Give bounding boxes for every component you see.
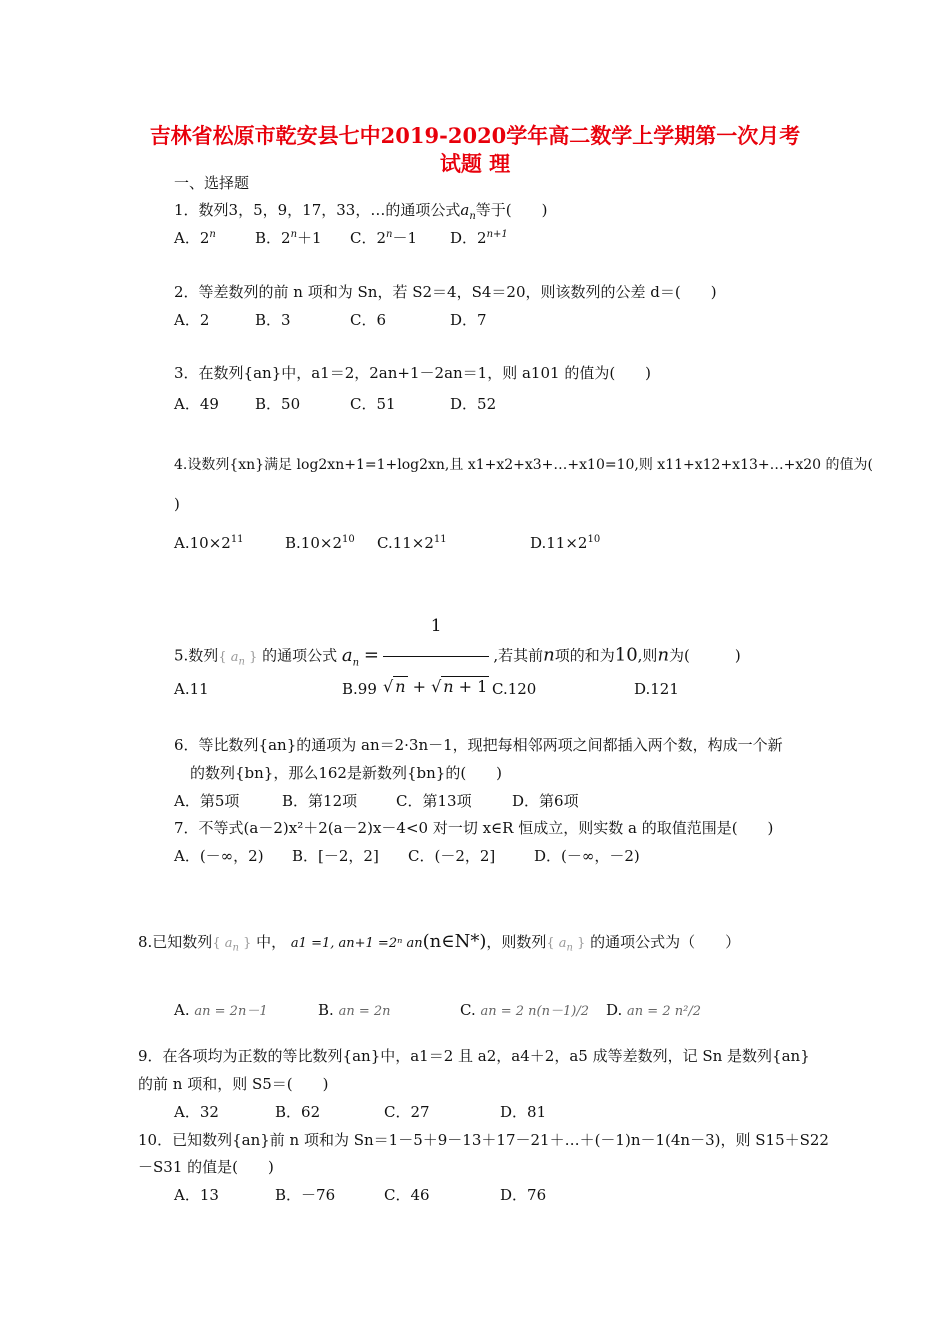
- q4-stem: 4.设数列{xn}满足 log2xn+1=1+log2xn,且 x1+x2+x3+…+x10=10,则 x11+x12+x13+…+x20 的值为(: [174, 457, 873, 473]
- q2-stem: 2．等差数列的前 n 项和为 Sn，若 S2＝4，S4＝20，则该数列的公差 d＝( ): [174, 283, 717, 301]
- q1-stem-b: 等于( ): [475, 201, 548, 219]
- q8-option-b: B. an = 2n: [318, 1001, 391, 1019]
- q8-zhong: 中，: [256, 933, 287, 951]
- q2-option-d: D．7: [450, 311, 487, 329]
- q5-sum-text: 项的和为: [554, 646, 615, 665]
- q1-stem-a: 1．数列3，5，9，17，33，…的通项公式: [174, 201, 461, 219]
- q8-option-a: A. an = 2n－1: [174, 1001, 268, 1019]
- q9-option-a: A．32: [174, 1103, 219, 1121]
- q3-option-a: A．49: [174, 395, 219, 413]
- q5-after: ,若其前: [493, 646, 544, 665]
- q1-option-c: C．$2^n-1$: [350, 229, 418, 247]
- q3-stem: 3．在数列{an}中，a1＝2，2an+1－2an＝1，则 a101 的值为( ): [174, 364, 652, 382]
- q4-stem-close: ): [174, 495, 180, 513]
- section-heading: 一、选择题: [174, 174, 250, 192]
- q9-option-b: B．62: [275, 1103, 321, 1121]
- q5-n2: n: [657, 644, 670, 666]
- q4-option-d: $D.11\times 2^{10}$: [530, 534, 601, 552]
- q5-mid: 的通项公式: [262, 646, 338, 665]
- q8-mid: ，则数列: [486, 933, 547, 951]
- q8-stem: [138, 932, 740, 954]
- q3-option-d: D．52: [450, 395, 497, 413]
- q10-option-a: A．13: [174, 1186, 219, 1204]
- q1-an: $a_n$: [460, 201, 476, 222]
- doc-title-line1: 吉林省松原市乾安县七中2019-2020学年高二数学上学期第一次月考: [149, 123, 801, 148]
- q10-stem-line2: －S31 的值是( ): [138, 1158, 274, 1176]
- q10-option-d: D．76: [500, 1186, 547, 1204]
- q4-option-c: $C.11\times 2^{11}$: [377, 534, 447, 552]
- q5-option-a: A.11: [174, 680, 209, 698]
- q6-stem-line1: 6．等比数列{an}的通项为 an＝2·3n－1，现把每相邻两项之间都插入两个数，构成一个新: [174, 736, 783, 754]
- q8-lead: 8.已知数列: [138, 933, 213, 951]
- q6-option-d: D．第6项: [512, 792, 579, 810]
- doc-title-line2: 试题 理: [439, 151, 511, 176]
- q1-option-d: D．$2^{n+1}$: [450, 229, 508, 247]
- q10-option-c: C．46: [384, 1186, 430, 1204]
- q10-stem-line1: 10．已知数列{an}前 n 项和为 Sn＝1－5＋9－13＋17－21＋…＋(－1)n－1(4n－3)，则 S15＋S22: [138, 1131, 829, 1149]
- q7-option-c: C．(－2，2]: [408, 847, 496, 865]
- q2-option-a: A．2: [174, 311, 210, 329]
- q5-then: ,则: [637, 646, 658, 665]
- q8-condition-domain: (n∈N*): [422, 931, 487, 952]
- q3-option-b: B．50: [255, 395, 301, 413]
- q2-option-c: C．6: [350, 311, 387, 329]
- q8-option-c: C. an = 2 n(n－1)/2: [460, 1001, 589, 1019]
- q1-stem: [174, 200, 547, 220]
- q6-option-c: C．第13项: [396, 792, 472, 810]
- q5-option-c: C.120: [492, 680, 537, 698]
- q7-option-d: D．(－∞，－2): [534, 847, 640, 865]
- q8-condition: a1 =1, an+1 =2ⁿ an: [290, 936, 423, 951]
- q9-stem-line2: 的前 n 项和，则 S5＝( ): [138, 1075, 329, 1093]
- q8-tail: 的通项公式为（ ）: [590, 933, 741, 951]
- q5-option-b: B.99: [342, 680, 377, 698]
- q9-option-c: C．27: [384, 1103, 430, 1121]
- q6-stem-line2: 的数列{bn}，那么162是新数列{bn}的( ): [190, 764, 503, 782]
- q1-option-a: A．2$^n$: [174, 229, 216, 247]
- q5-lead: 5.数列: [174, 646, 219, 665]
- q1-option-b: B．$2^n+1$: [255, 229, 322, 247]
- q9-stem-line1: 9．在各项均为正数的等比数列{an}中，a1＝2 且 a2，a4＋2，a5 成等差数列，记 Sn 是数列{an}: [138, 1047, 810, 1065]
- q8-brace-seq2: { $a_n$ }: [546, 936, 586, 954]
- q2-option-b: B．3: [255, 311, 291, 329]
- q8-option-d: D. an = 2 n²/2: [606, 1001, 701, 1019]
- q5-option-d: D.121: [634, 680, 679, 698]
- q5-n: n: [543, 644, 555, 666]
- q6-option-a: A．第5项: [174, 792, 240, 810]
- q5-ten: 10: [614, 644, 638, 666]
- q4-option-b: $B.10\times 2^{10}$: [285, 534, 355, 552]
- q5-an-symbol: $a_n$: [341, 644, 360, 669]
- q7-option-b: B．[－2，2]: [292, 847, 379, 865]
- q8-brace-seq: { $a_n$ }: [212, 936, 252, 954]
- q5-tail: 为( ): [669, 646, 741, 665]
- q5-fraction: $\frac{1}{√ n + √ n + 1}$: [383, 598, 489, 715]
- q5-equals: =: [363, 644, 379, 666]
- q7-stem: 7．不等式(a－2)x²＋2(a－2)x－4<0 对一切 x∈R 恒成立，则实数 a 的取值范围是( ): [174, 819, 774, 837]
- q7-option-a: A．(－∞，2): [174, 847, 264, 865]
- q6-option-b: B．第12项: [282, 792, 358, 810]
- q5-brace-seq: { $a_n$ }: [218, 649, 258, 668]
- q4-option-a: $A.10\times 2^{11}$: [174, 534, 244, 552]
- q10-option-b: B．－76: [275, 1186, 336, 1204]
- q9-option-d: D．81: [500, 1103, 547, 1121]
- q3-option-c: C．51: [350, 395, 396, 413]
